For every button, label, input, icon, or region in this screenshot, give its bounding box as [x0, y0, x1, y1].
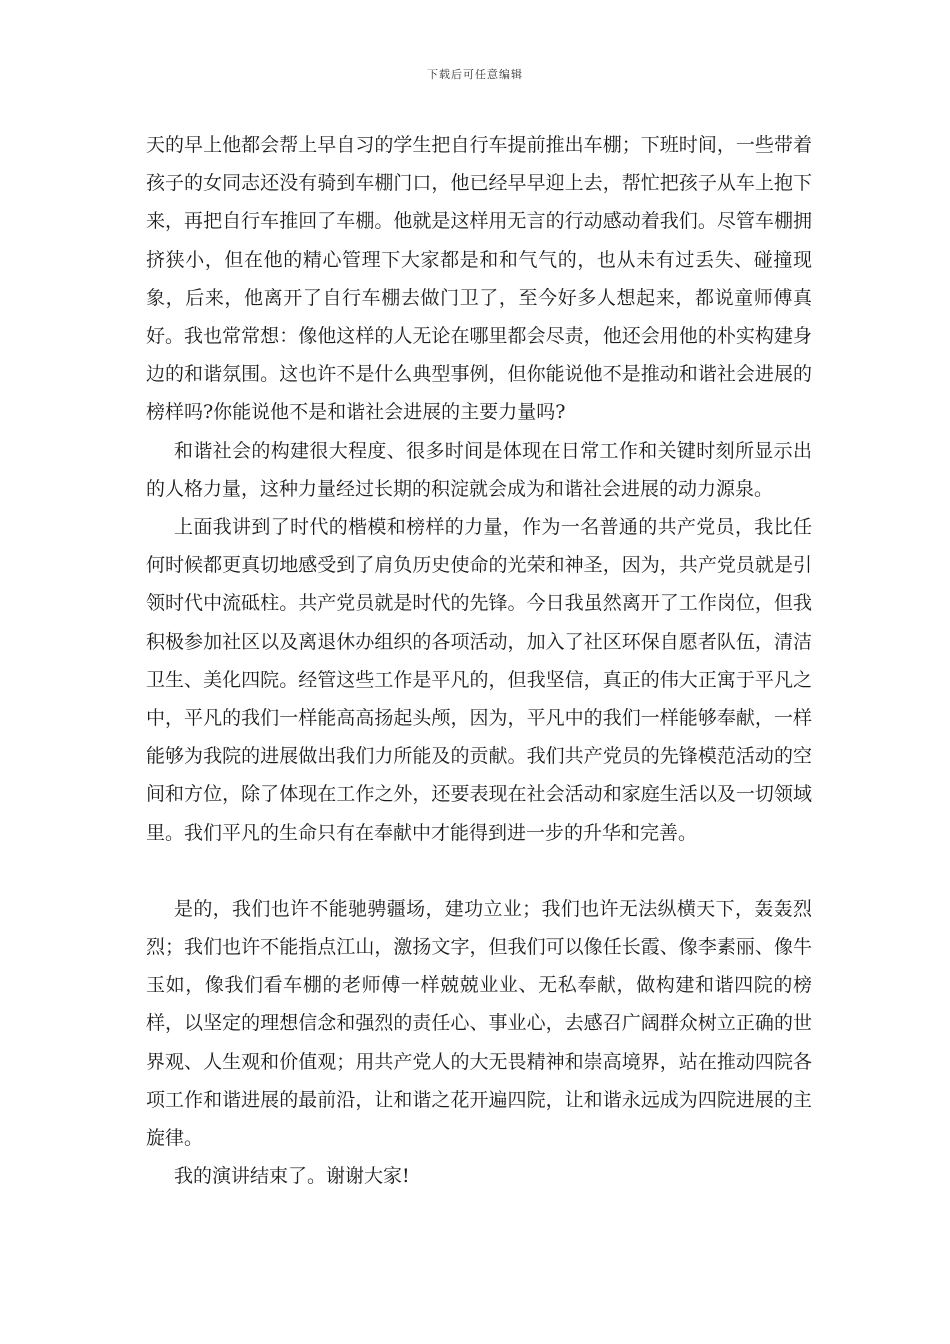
- paragraph: 上面我讲到了时代的楷模和榜样的力量，作为一名普通的共产党员，我比任何时候都更真切地感受到了肩负历史使命的光荣和神圣，因为，共产党员就是引领时代中流砥柱。共产党员就是时代的先锋。今日我虽然离开了工作岗位，但我积极参加社区以及离退休办组织的各项活动，加入了社区环保自愿者队伍，清洁卫生、美化四院。经管这些工作是平凡的，但我坚信，真正的伟大正寓于平凡之中，平凡的我们一样能高高扬起头颅，因为，平凡中的我们一样能够奉献，一样能够为我院的进展做出我们力所能及的贡献。我们共产党员的先锋模范活动的空间和方位，除了体现在工作之外，还要表现在社会活动和家庭生活以及一切领域里。我们平凡的生命只有在奉献中才能得到进一步的升华和完善。: [146, 516, 812, 844]
- closing-paragraph: 我的演讲结束了。谢谢大家!: [174, 1165, 410, 1188]
- page-header: 下载后可任意编辑: [427, 68, 523, 81]
- paragraph: 是的，我们也许不能驰骋疆场，建功立业；我们也许无法纵横天下，轰轰烈烈；我们也许不能指点江山，激扬文字，但我们可以像任长霞、像李素丽、像牛玉如，像我们看车棚的老师傅一样兢兢业业、无私奉献，做构建和谐四院的榜样，以坚定的理想信念和强烈的责任心、事业心，去感召广阔群众树立正确的世界观、人生观和价值观；用共产党人的大无畏精神和崇高境界，站在推动四院各项工作和谐进展的最前沿，让和谐之花开遍四院，让和谐永远成为四院进展的主旋律。: [146, 897, 812, 1150]
- paragraph: 和谐社会的构建很大程度、很多时间是体现在日常工作和关键时刻所显示出的人格力量，这种力量经过长期的积淀就会成为和谐社会进展的动力源泉。: [146, 439, 812, 500]
- document-body: [146, 126, 812, 1195]
- paragraph: 天的早上他都会帮上早自习的学生把自行车提前推出车棚；下班时间，一些带着孩子的女同志还没有骑到车棚门口，他已经早早迎上去，帮忙把孩子从车上抱下来，再把自行车推回了车棚。他就是这样用无言的行动感动着我们。尽管车棚拥挤狭小，但在他的精心管理下大家都是和和气气的，也从未有过丢失、碰撞现象，后来，他离开了自行车棚去做门卫了，至今好多人想起来，都说童师傅真好。我也常常想：像他这样的人无论在哪里都会尽责，他还会用他的朴实构建身边的和谐氛围。这也许不是什么典型事例，但你能说他不是推动和谐社会进展的榜样吗?你能说他不是和谐社会进展的主要力量吗?: [146, 134, 812, 424]
